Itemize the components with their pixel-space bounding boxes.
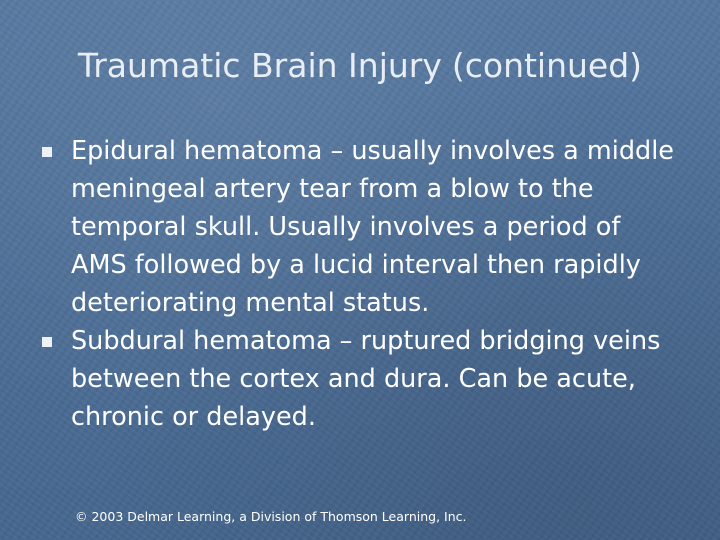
bullet-text: Subdural hematoma – ruptured bridging veins between the cortex and dura. Can be acute, chronic or delayed.: [71, 326, 661, 432]
square-bullet-icon: [42, 337, 52, 347]
bullet-list: [42, 132, 682, 436]
copyright-footer: © 2003 Delmar Learning, a Division of Thomson Learning, Inc.: [75, 509, 467, 524]
slide-title: [0, 44, 720, 88]
title-suffix: (continued): [451, 46, 643, 85]
bullet-item-subdural-hematoma: [42, 322, 682, 436]
title-main: Traumatic Brain Injury: [77, 46, 442, 85]
bullet-item-epidural-hematoma: [42, 132, 682, 322]
bullet-text: Epidural hematoma – usually involves a middle meningeal artery tear from a blow to the temporal skull. Usually involves a period of AMS followed by a lucid interval then rapidly deteriorating mental status.: [71, 136, 674, 318]
square-bullet-icon: [42, 147, 52, 157]
